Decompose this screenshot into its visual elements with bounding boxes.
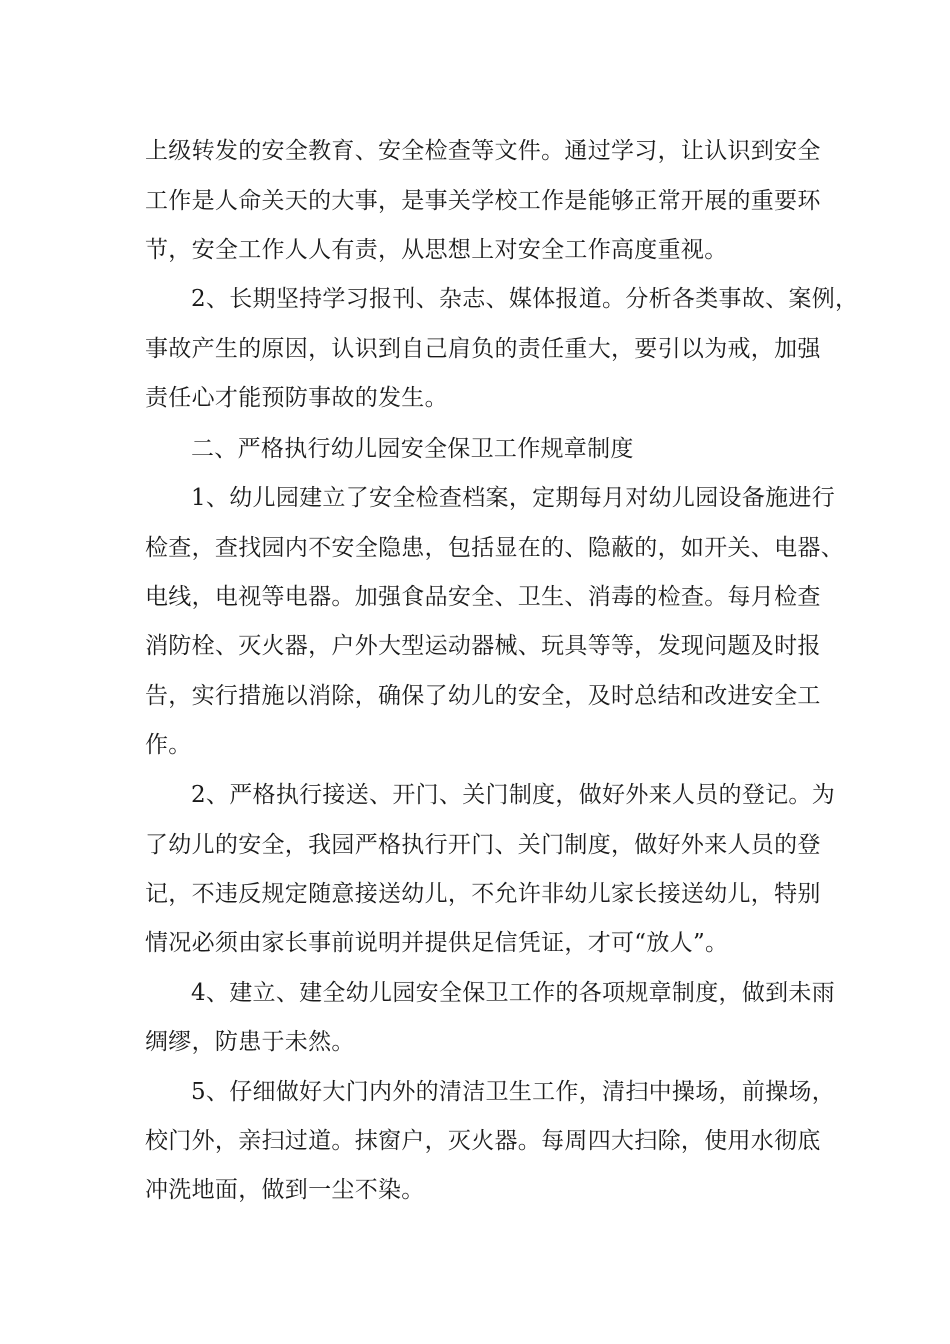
text-line: 电线，电视等电器。加强食品安全、卫生、消毒的检查。每月检查	[145, 584, 821, 610]
text-line: 上级转发的安全教育、安全检查等文件。通过学习，让认识到安全	[145, 138, 821, 164]
text-line: 消防栓、灭火器，户外大型运动器械、玩具等等，发现问题及时报	[145, 633, 821, 659]
text-line: 情况必须由家长事前说明并提供足信凭证，才可“放人”。	[145, 930, 729, 956]
paragraph-start-line: 2、长期坚持学习报刊、杂志、媒体报道。分析各类事故、案例，	[191, 286, 859, 312]
text-line: 工作是人命关天的大事，是事关学校工作是能够正常开展的重要环	[145, 188, 821, 214]
paragraph-start-line: 5、仔细做好大门内外的清洁卫生工作，清扫中操场，前操场，	[191, 1079, 836, 1105]
text-line: 责任心才能预防事故的发生。	[145, 385, 448, 411]
text-line: 告，实行措施以消除，确保了幼儿的安全，及时总结和改进安全工	[145, 683, 821, 709]
text-line: 绸缪，防患于未然。	[145, 1029, 355, 1055]
text-line: 节，安全工作人人有责，从思想上对安全工作高度重视。	[145, 237, 728, 263]
paragraph-start-line: 4、建立、建全幼儿园安全保卫工作的各项规章制度，做到未雨	[191, 980, 836, 1006]
paragraph-start-line: 1、幼儿园建立了安全检查档案，定期每月对幼儿园设备施进行	[191, 485, 836, 511]
text-line: 记，不违反规定随意接送幼儿，不允许非幼儿家长接送幼儿，特别	[145, 881, 821, 907]
section-heading: 二、严格执行幼儿园安全保卫工作规章制度	[191, 436, 634, 462]
paragraph-start-line: 2、严格执行接送、开门、关门制度，做好外来人员的登记。为	[191, 782, 836, 808]
text-line: 冲洗地面，做到一尘不染。	[145, 1177, 425, 1203]
text-line: 检查，查找园内不安全隐患，包括显在的、隐蔽的，如开关、电器、	[145, 535, 844, 561]
text-line: 校门外，亲扫过道。抹窗户，灭火器。每周四大扫除，使用水彻底	[145, 1128, 821, 1154]
text-line: 事故产生的原因，认识到自己肩负的责任重大，要引以为戒，加强	[145, 336, 821, 362]
text-line: 作。	[145, 732, 192, 758]
text-line: 了幼儿的安全，我园严格执行开门、关门制度，做好外来人员的登	[145, 832, 821, 858]
